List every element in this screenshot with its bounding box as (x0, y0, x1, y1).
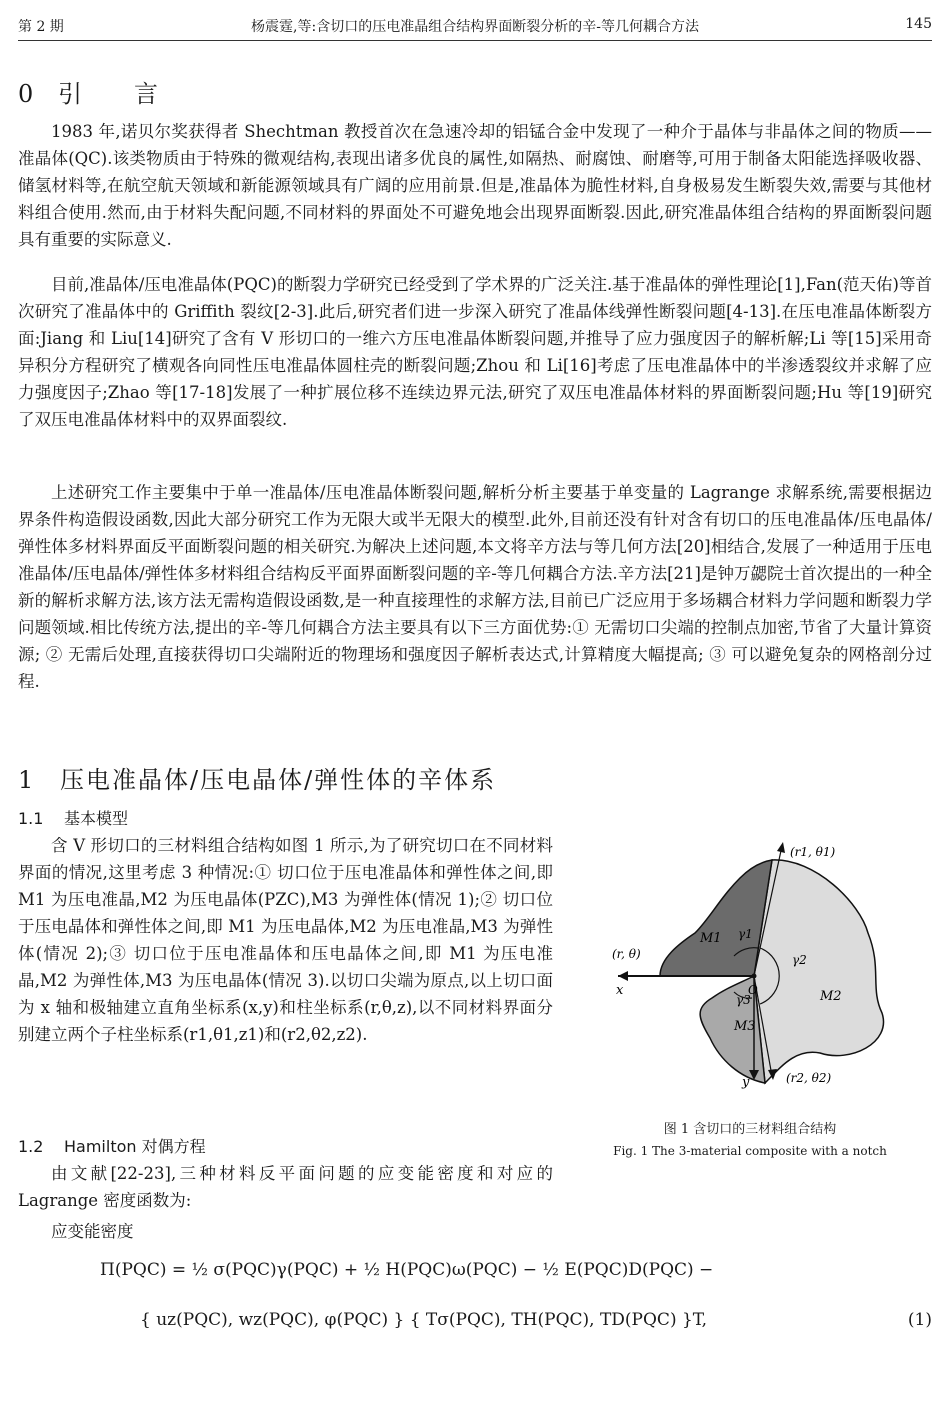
intro-paragraph-3: 上述研究工作主要集中于单一准晶体/压电准晶体断裂问题,解析分析主要基于单变量的 Lagrange 求解系统,需要根据边界条件构造假设函数,因此大部分研究工作为无限大或半无限大的模型.此外,目前还没有针对含有切口的压电准晶体/压电晶体/弹性体多材料界面反平面断裂问题的相关研究.为解决上述问题,本文将辛方法与等几何方法[20]相结合,发展了一种适用于压电准晶体/压电晶体/弹性体多材料组合结构反平面界面断裂问题的辛-等几何耦合方法.辛方法[21]是钟万勰院士首次提出的一种全新的解析求解方法,该方法无需构造假设函数,是一种直接理性的求解方法,目前已广泛应用于多场耦合材料力学问题和断裂力学问题领域.相比传统方法,提出的辛-等几何耦合方法主要具有以下三方面优势:① 无需切口尖端的控制点加密,节省了大量计算资源; ② 无需后处理,直接获得切口尖端附近的物理场和强度因子解析表达式,计算精度大幅提高; ③ 可以避免复杂的网格剖分过程. (18, 483, 932, 691)
equation-1 (100, 1250, 932, 1350)
subsection-1-1-number: 1.1 (18, 809, 44, 828)
figure-1-caption-en: Fig. 1 The 3-material composite with a notch (613, 1144, 887, 1158)
issue-number: 第 2 期 (18, 19, 64, 35)
section-1-number: 1 (18, 766, 36, 794)
strain-energy-label: 应变能密度 (51, 1222, 134, 1241)
label-gamma2: γ2 (792, 953, 807, 967)
section-1-heading (18, 760, 496, 795)
equation-1-number: (1) (907, 1310, 932, 1330)
intro-paragraph-1: 1983 年,诺贝尔奖获得者 Shechtman 教授首次在急速冷却的铝锰合金中发现了一种介于晶体与非晶体之间的物质——准晶体(QC).该类物质由于特殊的微观结构,表现出诸多优良的属性,如隔热、耐腐蚀、耐磨等,可用于制备太阳能选择吸收器、储氢材料等,在航空航天领域和新能源领域具有广阔的应用前景.但是,准晶体为脆性材料,自身极易发生断裂失效,需要与其他材料组合使用.然而,由于材料失配问题,不同材料的界面处不可避免地会出现界面断裂.因此,研究准晶体组合结构的界面断裂问题具有重要的实际意义. (18, 122, 932, 249)
subsection-1-2-number: 1.2 (18, 1137, 44, 1156)
label-r2-theta2: (r2, θ2) (786, 1071, 832, 1085)
r1-axis-arrow (777, 842, 785, 853)
figure-1 (600, 838, 900, 1098)
equation-1-line-1: Π(PQC) = ½ σ(PQC)γ(PQC) + ½ H(PQC)ω(PQC) − ½ E(PQC)D(PQC) − (100, 1260, 714, 1280)
section-0-title: 引言 (58, 80, 210, 108)
model-paragraph: 含 V 形切口的三材料组合结构如图 1 所示,为了研究切口在不同材料界面的情况,这里考虑 3 种情况:① 切口位于压电准晶体和弹性体之间,即 M1 为压电准晶,M2 为压电晶体(PZC),M3 为弹性体(情况 1);② 切口位于压电晶体和弹性体之间,即 M1 为压电晶体,M2 为压电准晶,M3 为弹性体(情况 2);③ 切口位于压电准晶体和压电晶体之间,即 M1 为压电准晶,M2 为弹性体,M3 为压电晶体(情况 3).以切口尖端为原点,以上切口面为 x 轴和极轴建立直角坐标系(x,y)和柱坐标系(r,θ,z),以不同材料界面分别建立两个子柱坐标系(r1,θ1,z1)和(r2,θ2,z2). (18, 836, 553, 1044)
label-gamma3: γ3 (736, 993, 751, 1007)
label-m1: M1 (700, 931, 722, 946)
figure-1-caption-cn: 图 1 含切口的三材料组合结构 (663, 1122, 837, 1137)
page-number: 145 (905, 16, 932, 32)
label-r-theta: (r, θ) (612, 947, 641, 961)
section-0-heading (18, 74, 210, 109)
hamilton-paragraph: 由文献[22-23],三种材料反平面问题的应变能密度和对应的 Lagrange 密度函数为: (18, 1164, 553, 1210)
section-0-number: 0 (18, 80, 36, 108)
running-header (18, 10, 932, 41)
subsection-1-1-title: 基本模型 (64, 809, 129, 828)
section-1-title: 压电准晶体/压电晶体/弹性体的辛体系 (60, 766, 497, 794)
origin-point (752, 974, 757, 979)
label-origin: O (748, 983, 758, 997)
label-x: x (616, 983, 624, 998)
subsection-1-2-heading (18, 1134, 206, 1157)
label-gamma1: γ1 (738, 927, 753, 941)
running-title: 杨震霆,等:含切口的压电准晶组合结构界面断裂分析的辛-等几何耦合方法 (251, 19, 699, 35)
label-y: y (742, 1075, 750, 1090)
label-m2: M2 (820, 989, 842, 1004)
intro-paragraph-2: 目前,准晶体/压电准晶体(PQC)的断裂力学研究已经受到了学术界的广泛关注.基于准晶体的弹性理论[1],Fan(范天佑)等首次研究了准晶体中的 Griffith 裂纹[2-3].此后,研究者们进一步深入研究了准晶体线弹性断裂问题[4-13].在压电准晶体断裂方面:Jiang 和 Liu[14]研究了含有 V 形切口的一维六方压电准晶体断裂问题,并推导了应力强度因子的解析解;Li 等[15]采用奇异积分方程研究了横观各向同性压电准晶体圆柱壳的断裂问题;Zhou 和 Li[16]考虑了压电准晶体中的半渗透裂纹并求解了应力强度因子;Zhao 等[17-18]发展了一种扩展位移不连续边界元法,研究了双压电准晶体材料的界面断裂问题;Hu 等[19]研究了双压电准晶体材料中的双界面裂纹. (18, 275, 932, 429)
label-r1-theta1: (r1, θ1) (790, 845, 836, 859)
figure-1-diagram (600, 838, 900, 1098)
region-m2 (754, 860, 884, 1083)
subsection-1-1-heading (18, 806, 128, 829)
label-m3: M3 (734, 1019, 756, 1034)
x-axis-arrow (618, 971, 628, 981)
region-m1 (660, 860, 772, 976)
subsection-1-2-title: Hamilton 对偶方程 (64, 1137, 206, 1156)
equation-1-line-2: { uz(PQC), wz(PQC), φ(PQC) } { Tσ(PQC), TH(PQC), TD(PQC) }T, (140, 1310, 708, 1330)
